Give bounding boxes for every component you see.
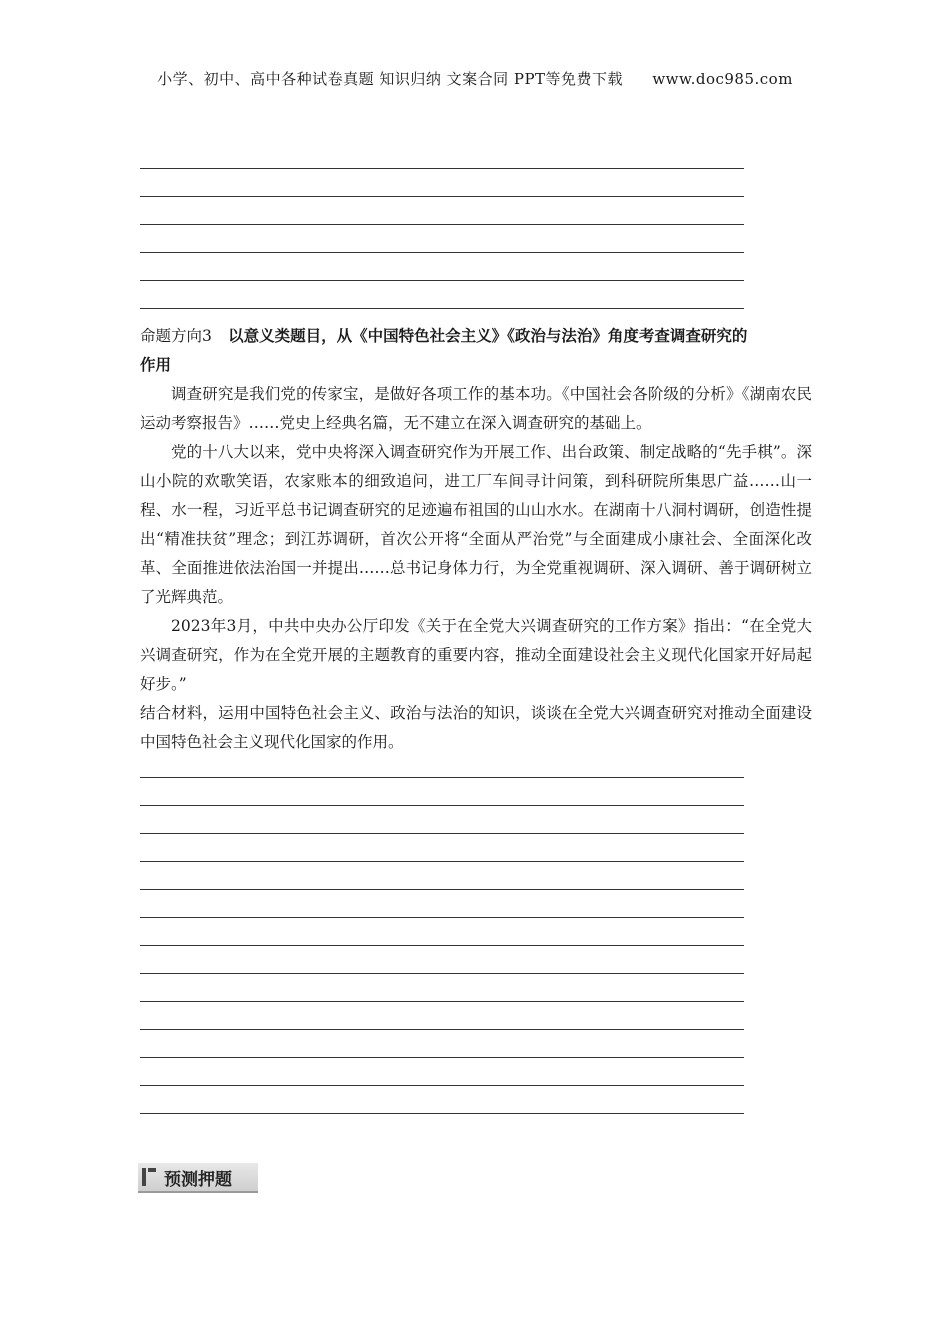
question-title-line2: 作用 — [140, 356, 172, 374]
question-prompt: 结合材料，运用中国特色社会主义、政治与法治的知识，谈谈在全党大兴调查研究对推动全面建设中国特色社会主义现代化国家的作用。 — [140, 704, 812, 751]
answer-line — [140, 945, 744, 946]
answer-line — [140, 917, 744, 918]
answer-line — [140, 777, 744, 778]
answer-line — [140, 196, 744, 197]
header-text: 小学、初中、高中各种试卷真题 知识归纳 文案合同 PPT等免费下载 — [157, 70, 624, 88]
material-paragraph-2: 党的十八大以来，党中央将深入调查研究作为开展工作、出台政策、制定战略的“先手棋”。深山小院的欢歌笑语，农家账本的细致追问，进工厂车间寻计问策，到科研院所集思广益……山一程、水一程，习近平总书记调查研究的足迹遍布祖国的山山水水。在湖南十八洞村调研，创造性提出“精准扶贫”理念；到江苏调研，首次公开将“全面从严治党”与全面建成小康社会、全面深化改革、全面推进依法治国一并提出……总书记身体力行，为全党重视调研、深入调研、善于调研树立了光辉典范。 — [140, 443, 812, 606]
question-number: 命题方向3 — [140, 327, 212, 345]
material-paragraph-1: 调查研究是我们党的传家宝，是做好各项工作的基本功。《中国社会各阶级的分析》《湖南农民运动考察报告》……党史上经典名篇，无不建立在深入调查研究的基础上。 — [140, 385, 812, 432]
section-marker-icon — [142, 1168, 156, 1186]
answer-line — [140, 1085, 744, 1086]
answer-line — [140, 252, 744, 253]
answer-line — [140, 861, 744, 862]
question-title-line1: 以意义类题目，从《中国特色社会主义》《政治与法治》角度考查调查研究的 — [228, 327, 748, 345]
answer-line — [140, 973, 744, 974]
answer-line — [140, 833, 744, 834]
section-heading-label: 预测押题 — [164, 1169, 232, 1190]
answer-lines-bottom — [140, 777, 744, 1114]
answer-line — [140, 224, 744, 225]
answer-line — [140, 308, 744, 309]
question-block — [140, 322, 812, 757]
answer-line — [140, 889, 744, 890]
section-heading — [138, 1163, 258, 1193]
material-paragraph-3: 2023年3月，中共中央办公厅印发《关于在全党大兴调查研究的工作方案》指出：“在全党大兴调查研究，作为在全党开展的主题教育的重要内容，推动全面建设社会主义现代化国家开好局起好步。” — [140, 617, 812, 693]
question-title — [140, 322, 812, 380]
answer-line — [140, 280, 744, 281]
answer-lines-top — [140, 168, 744, 309]
answer-line — [140, 805, 744, 806]
answer-line — [140, 1113, 744, 1114]
answer-line — [140, 1029, 744, 1030]
header-url: www.doc985.com — [652, 70, 793, 88]
answer-line — [140, 1001, 744, 1002]
page-header — [0, 68, 950, 89]
answer-line — [140, 168, 744, 169]
answer-line — [140, 1057, 744, 1058]
